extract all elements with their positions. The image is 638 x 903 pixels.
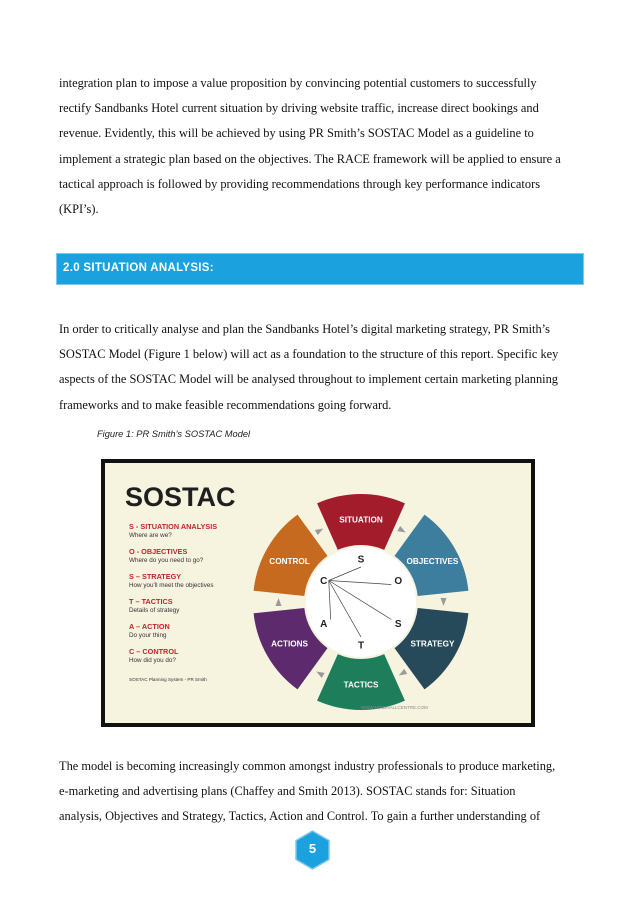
text-line: SOSTAC Model (Figure 1 below) will act as a foundation to the structure of this report. Specific key — [59, 347, 559, 362]
section-heading: 2.0 SITUATION ANALYSIS: — [63, 262, 214, 274]
text-line: revenue. Evidently, this will be achieved by using PR Smith’s SOSTAC Model as a guideline to — [59, 126, 534, 141]
page-number-badge — [294, 830, 331, 870]
legend-heading: A – ACTION — [129, 622, 170, 631]
segment-label: CONTROL — [269, 556, 310, 566]
intro-paragraph — [59, 71, 589, 222]
situation-paragraph — [59, 317, 589, 418]
page-number: 5 — [308, 841, 317, 856]
text-line: e-marketing and advertising plans (Chaffey and Smith 2013). SOSTAC stands for: Situation — [59, 784, 516, 799]
section-heading-bar — [56, 253, 584, 285]
legend-sub: How you'll meet the objectives — [129, 582, 214, 589]
sostac-figure — [101, 459, 535, 727]
figure-url: WWW.MINDHALLCENTRE.COM — [361, 705, 428, 710]
legend-sub: How did you do? — [129, 657, 176, 664]
legend-heading: O - OBJECTIVES — [129, 547, 188, 556]
segment-label: STRATEGY — [410, 639, 455, 649]
wheel-letter: A — [320, 619, 328, 630]
model-paragraph — [59, 754, 589, 830]
legend-sub: Details of strategy — [129, 607, 180, 614]
wheel-letter: S — [357, 554, 365, 566]
segment-label: OBJECTIVES — [406, 556, 459, 566]
figure-caption: Figure 1: PR Smith’s SOSTAC Model — [97, 429, 251, 439]
legend-sub: Where do you need to go? — [129, 557, 204, 564]
legend-heading: S – STRATEGY — [129, 572, 182, 581]
figure-title: SOSTAC — [125, 482, 236, 512]
legend-sub: Do your thing — [129, 632, 167, 639]
text-line: tactical approach is followed by providing recommendations through key performance indicators — [59, 176, 541, 191]
text-line: frameworks and to make feasible recommendations going forward. — [59, 397, 392, 412]
text-line: analysis, Objectives and Strategy, Tactics, Action and Control. To gain a further understanding of — [59, 809, 541, 824]
legend-heading: C – CONTROL — [129, 647, 179, 656]
text-line: integration plan to impose a value proposition by convincing potential customers to successfully — [59, 76, 537, 90]
text-line: In order to critically analyse and plan the Sandbanks Hotel’s digital marketing strategy, PR Smith’s — [59, 322, 550, 336]
wheel-letter: S — [394, 619, 402, 630]
segment-label: SITUATION — [339, 515, 383, 525]
text-line: implement a strategic plan based on the objectives. The RACE framework will be applied to ensure a — [59, 151, 561, 166]
text-line: rectify Sandbanks Hotel current situation by driving website traffic, increase direct bookings and — [59, 101, 539, 116]
wheel-letter: C — [320, 576, 328, 587]
wheel-letter: T — [357, 640, 365, 652]
text-line: aspects of the SOSTAC Model will be analysed throughout to implement certain marketing planning — [59, 372, 559, 387]
legend-heading: S - SITUATION ANALYSIS — [129, 522, 218, 531]
legend-heading: T – TACTICS — [129, 597, 173, 606]
text-line: The model is becoming increasingly common amongst industry professionals to produce marketing, — [59, 759, 556, 773]
text-line: (KPI’s). — [59, 202, 99, 217]
legend-footnote: SOSTAC Planning System - PR Smith — [129, 677, 207, 682]
segment-label: ACTIONS — [271, 639, 308, 649]
wheel-letter: O — [394, 576, 403, 587]
segment-label: TACTICS — [343, 680, 379, 690]
legend-sub: Where are we? — [129, 532, 172, 539]
